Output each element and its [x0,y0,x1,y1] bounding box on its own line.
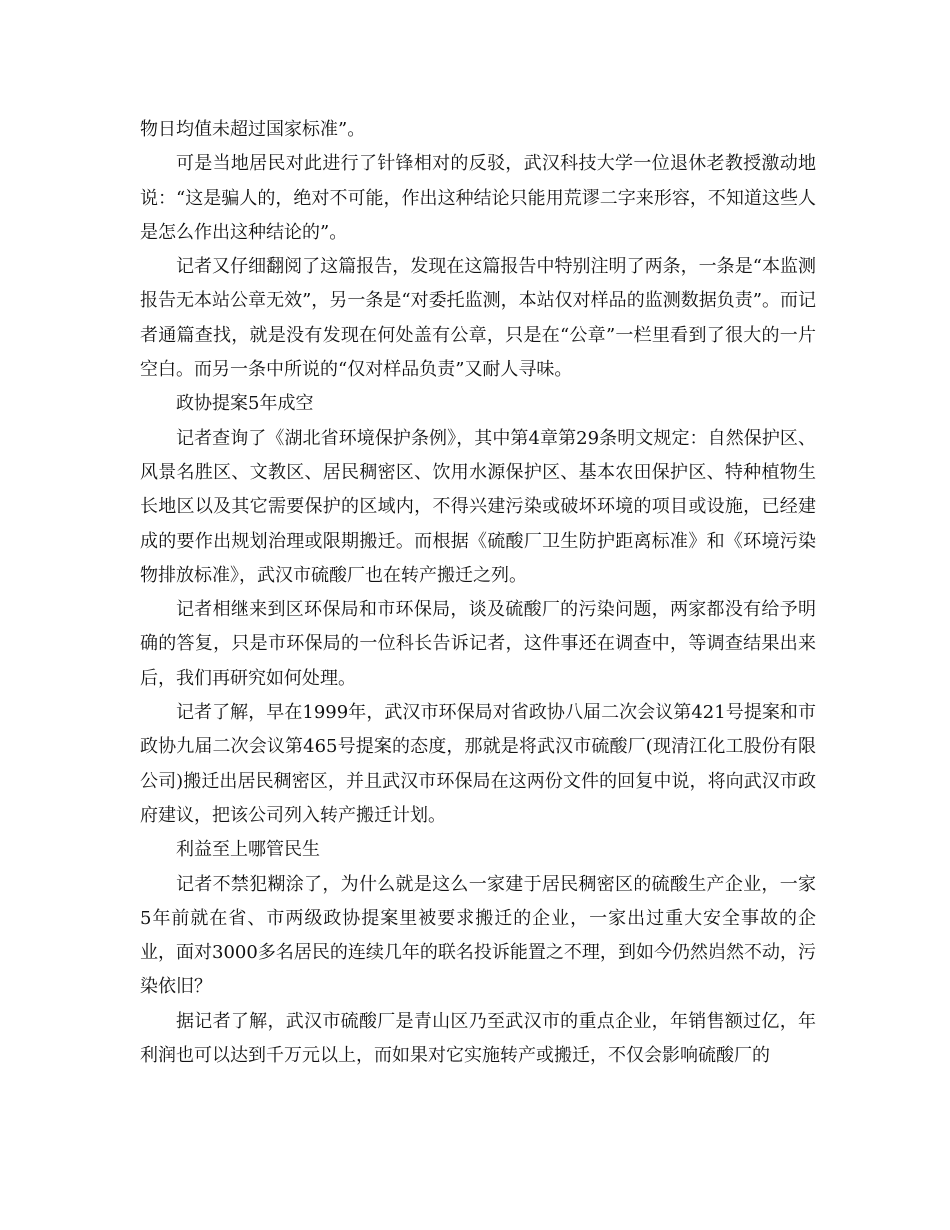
section-heading-proposal: 政协提案5年成空 [176,393,314,415]
paragraph-environment-bureau: 记者相继来到区环保局和市环保局，谈及硫酸厂的污染问题，两家都没有给予明确的答复，只是市环保局的一位科长告诉记者，这件事还在调查中，等调查结果出来后，我们再研究如何处理。 [140,599,816,689]
section-heading-interest: 利益至上哪管民生 [176,839,320,861]
paragraph-key-enterprise: 据记者了解，武汉市硫酸厂是青山区乃至武汉市的重点企业，年销售额过亿，年利润也可以达到千万元以上，而如果对它实施转产或搬迁，不仅会影响硫酸厂的 [140,1010,816,1067]
paragraph-reporter-question: 记者不禁犯糊涂了，为什么就是这么一家建于居民稠密区的硫酸生产企业，一家5年前就在省、市两级政协提案里被要求搬迁的企业，一家出过重大安全事故的企业，面对3000多名居民的连续几年的联名投诉能置之不理，到如今仍然岿然不动，污染依旧？ [140,873,816,998]
paragraph-continuation: 物日均值未超过国家标准”。 [140,119,366,140]
paragraph-residents-rebuttal: 可是当地居民对此进行了针锋相对的反驳，武汉科技大学一位退休老教授激动地说：“这是骗人的，绝对不可能，作出这种结论只能用荒谬二字来形容，不知道这些人是怎么作出这种结论的”。 [140,153,816,243]
article-body [140,113,816,1073]
paragraph-1999-proposal: 记者了解，早在1999年，武汉市环保局对省政协八届二次会议第421号提案和市政协九届二次会议第465号提案的态度，那就是将武汉市硫酸厂(现清江化工股份有限公司)搬迁出居民稠密区，并且武汉市环保局在这两份文件的回复中说，将向武汉市政府建议，把该公司列入转产搬迁计划。 [140,702,816,826]
paragraph-regulation: 记者查询了《湖北省环境保护条例》，其中第4章第29条明文规定：自然保护区、风景名胜区、文教区、居民稠密区、饮用水源保护区、基本农田保护区、特种植物生长地区以及其它需要保护的区域内，不得兴建污染或破坏环境的项目或设施，已经建成的要作出规划治理或限期搬迁。而根据《硫酸厂卫生防护距离标准》和《环境污染物排放标准》，武汉市硫酸厂也在转产搬迁之列。 [140,427,816,586]
paragraph-report-review: 记者又仔细翻阅了这篇报告，发现在这篇报告中特别注明了两条，一条是“本监测报告无本站公章无效”，另一条是“对委托监测，本站仅对样品的监测数据负责”。而记者通篇查找，就是没有发现在何处盖有公章，只是在“公章”一栏里看到了很大的一片空白。而另一条中所说的“仅对样品负责”又耐人寻味。 [140,256,816,381]
